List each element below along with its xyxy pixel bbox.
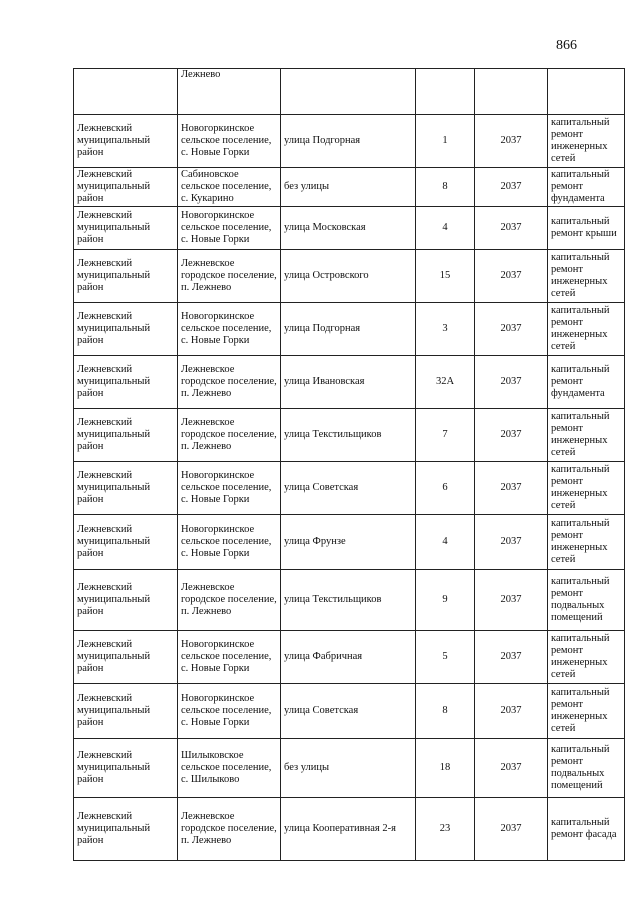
work-type-cell: капитальный ремонт фундамента: [548, 356, 625, 409]
house-cell: 32А: [416, 356, 475, 409]
street-cell: улица Текстильщиков: [281, 570, 416, 631]
table-row: [74, 631, 625, 684]
settlement-cell: Новогоркинское сельское поселение, с. Новые Горки: [178, 303, 281, 356]
street-cell: улица Московская: [281, 207, 416, 250]
street-cell: улица Фрунзе: [281, 515, 416, 570]
street-cell: улица Текстильщиков: [281, 409, 416, 462]
work-type-cell: капитальный ремонт фундамента: [548, 168, 625, 207]
table-row: [74, 409, 625, 462]
house-cell: 15: [416, 250, 475, 303]
settlement-cell: Лежнево: [178, 69, 281, 115]
table-row: [74, 739, 625, 798]
house-cell: 6: [416, 462, 475, 515]
work-type-cell: капитальный ремонт инженерных сетей: [548, 409, 625, 462]
settlement-cell: Лежневское городское поселение, п. Лежнево: [178, 570, 281, 631]
work-type-cell: [548, 69, 625, 115]
house-cell: 7: [416, 409, 475, 462]
district-cell: Лежневский муниципальный район: [74, 631, 178, 684]
continuation-row: [74, 69, 625, 115]
work-type-cell: капитальный ремонт инженерных сетей: [548, 250, 625, 303]
district-cell: Лежневский муниципальный район: [74, 303, 178, 356]
street-cell: улица Ивановская: [281, 356, 416, 409]
year-cell: 2037: [475, 250, 548, 303]
house-cell: 3: [416, 303, 475, 356]
year-cell: 2037: [475, 409, 548, 462]
table-row: [74, 515, 625, 570]
work-type-cell: капитальный ремонт крыши: [548, 207, 625, 250]
settlement-cell: Лежневское городское поселение, п. Лежнево: [178, 798, 281, 861]
street-cell: улица Подгорная: [281, 115, 416, 168]
house-cell: 5: [416, 631, 475, 684]
house-cell: 8: [416, 168, 475, 207]
table-row: [74, 207, 625, 250]
year-cell: [475, 69, 548, 115]
street-cell: улица Фабричная: [281, 631, 416, 684]
work-type-cell: капитальный ремонт подвальных помещений: [548, 570, 625, 631]
settlement-cell: Сабиновское сельское поселение, с. Кукарино: [178, 168, 281, 207]
settlement-cell: Новогоркинское сельское поселение, с. Новые Горки: [178, 631, 281, 684]
work-type-cell: капитальный ремонт фасада: [548, 798, 625, 861]
district-cell: Лежневский муниципальный район: [74, 356, 178, 409]
street-cell: улица Советская: [281, 462, 416, 515]
table-row: [74, 250, 625, 303]
settlement-cell: Новогоркинское сельское поселение, с. Новые Горки: [178, 462, 281, 515]
work-type-cell: капитальный ремонт инженерных сетей: [548, 684, 625, 739]
year-cell: 2037: [475, 168, 548, 207]
street-cell: без улицы: [281, 739, 416, 798]
work-type-cell: капитальный ремонт инженерных сетей: [548, 515, 625, 570]
settlement-cell: Лежневское городское поселение, п. Лежнево: [178, 356, 281, 409]
district-cell: Лежневский муниципальный район: [74, 250, 178, 303]
work-type-cell: капитальный ремонт инженерных сетей: [548, 462, 625, 515]
table-row: [74, 684, 625, 739]
page-number: 866: [556, 38, 577, 53]
house-cell: 8: [416, 684, 475, 739]
district-cell: [74, 69, 178, 115]
house-cell: [416, 69, 475, 115]
settlement-cell: Новогоркинское сельское поселение, с. Новые Горки: [178, 515, 281, 570]
work-type-cell: капитальный ремонт подвальных помещений: [548, 739, 625, 798]
district-cell: Лежневский муниципальный район: [74, 462, 178, 515]
work-type-cell: капитальный ремонт инженерных сетей: [548, 303, 625, 356]
street-cell: [281, 69, 416, 115]
settlement-cell: Новогоркинское сельское поселение, с. Новые Горки: [178, 207, 281, 250]
district-cell: Лежневский муниципальный район: [74, 168, 178, 207]
year-cell: 2037: [475, 515, 548, 570]
district-cell: Лежневский муниципальный район: [74, 115, 178, 168]
work-type-cell: капитальный ремонт инженерных сетей: [548, 631, 625, 684]
year-cell: 2037: [475, 739, 548, 798]
district-cell: Лежневский муниципальный район: [74, 570, 178, 631]
district-cell: Лежневский муниципальный район: [74, 684, 178, 739]
street-cell: улица Кооперативная 2-я: [281, 798, 416, 861]
settlement-cell: Лежневское городское поселение, п. Лежнево: [178, 409, 281, 462]
year-cell: 2037: [475, 207, 548, 250]
district-cell: Лежневский муниципальный район: [74, 409, 178, 462]
district-cell: Лежневский муниципальный район: [74, 515, 178, 570]
year-cell: 2037: [475, 303, 548, 356]
table-row: [74, 798, 625, 861]
year-cell: 2037: [475, 462, 548, 515]
table-row: [74, 462, 625, 515]
table-row: [74, 115, 625, 168]
street-cell: улица Островского: [281, 250, 416, 303]
district-cell: Лежневский муниципальный район: [74, 798, 178, 861]
settlement-cell: Новогоркинское сельское поселение, с. Новые Горки: [178, 115, 281, 168]
year-cell: 2037: [475, 631, 548, 684]
house-cell: 1: [416, 115, 475, 168]
street-cell: улица Советская: [281, 684, 416, 739]
settlement-cell: Лежневское городское поселение, п. Лежнево: [178, 250, 281, 303]
table-row: [74, 356, 625, 409]
district-cell: Лежневский муниципальный район: [74, 207, 178, 250]
settlement-cell: Шилыковское сельское поселение, с. Шилыково: [178, 739, 281, 798]
work-type-cell: капитальный ремонт инженерных сетей: [548, 115, 625, 168]
house-cell: 9: [416, 570, 475, 631]
table-row: [74, 570, 625, 631]
house-cell: 4: [416, 515, 475, 570]
year-cell: 2037: [475, 570, 548, 631]
house-cell: 18: [416, 739, 475, 798]
street-cell: без улицы: [281, 168, 416, 207]
year-cell: 2037: [475, 115, 548, 168]
repair-schedule-table: [73, 68, 625, 861]
settlement-cell: Новогоркинское сельское поселение, с. Новые Горки: [178, 684, 281, 739]
house-cell: 4: [416, 207, 475, 250]
year-cell: 2037: [475, 798, 548, 861]
table-row: [74, 168, 625, 207]
district-cell: Лежневский муниципальный район: [74, 739, 178, 798]
table-row: [74, 303, 625, 356]
house-cell: 23: [416, 798, 475, 861]
year-cell: 2037: [475, 684, 548, 739]
street-cell: улица Подгорная: [281, 303, 416, 356]
year-cell: 2037: [475, 356, 548, 409]
